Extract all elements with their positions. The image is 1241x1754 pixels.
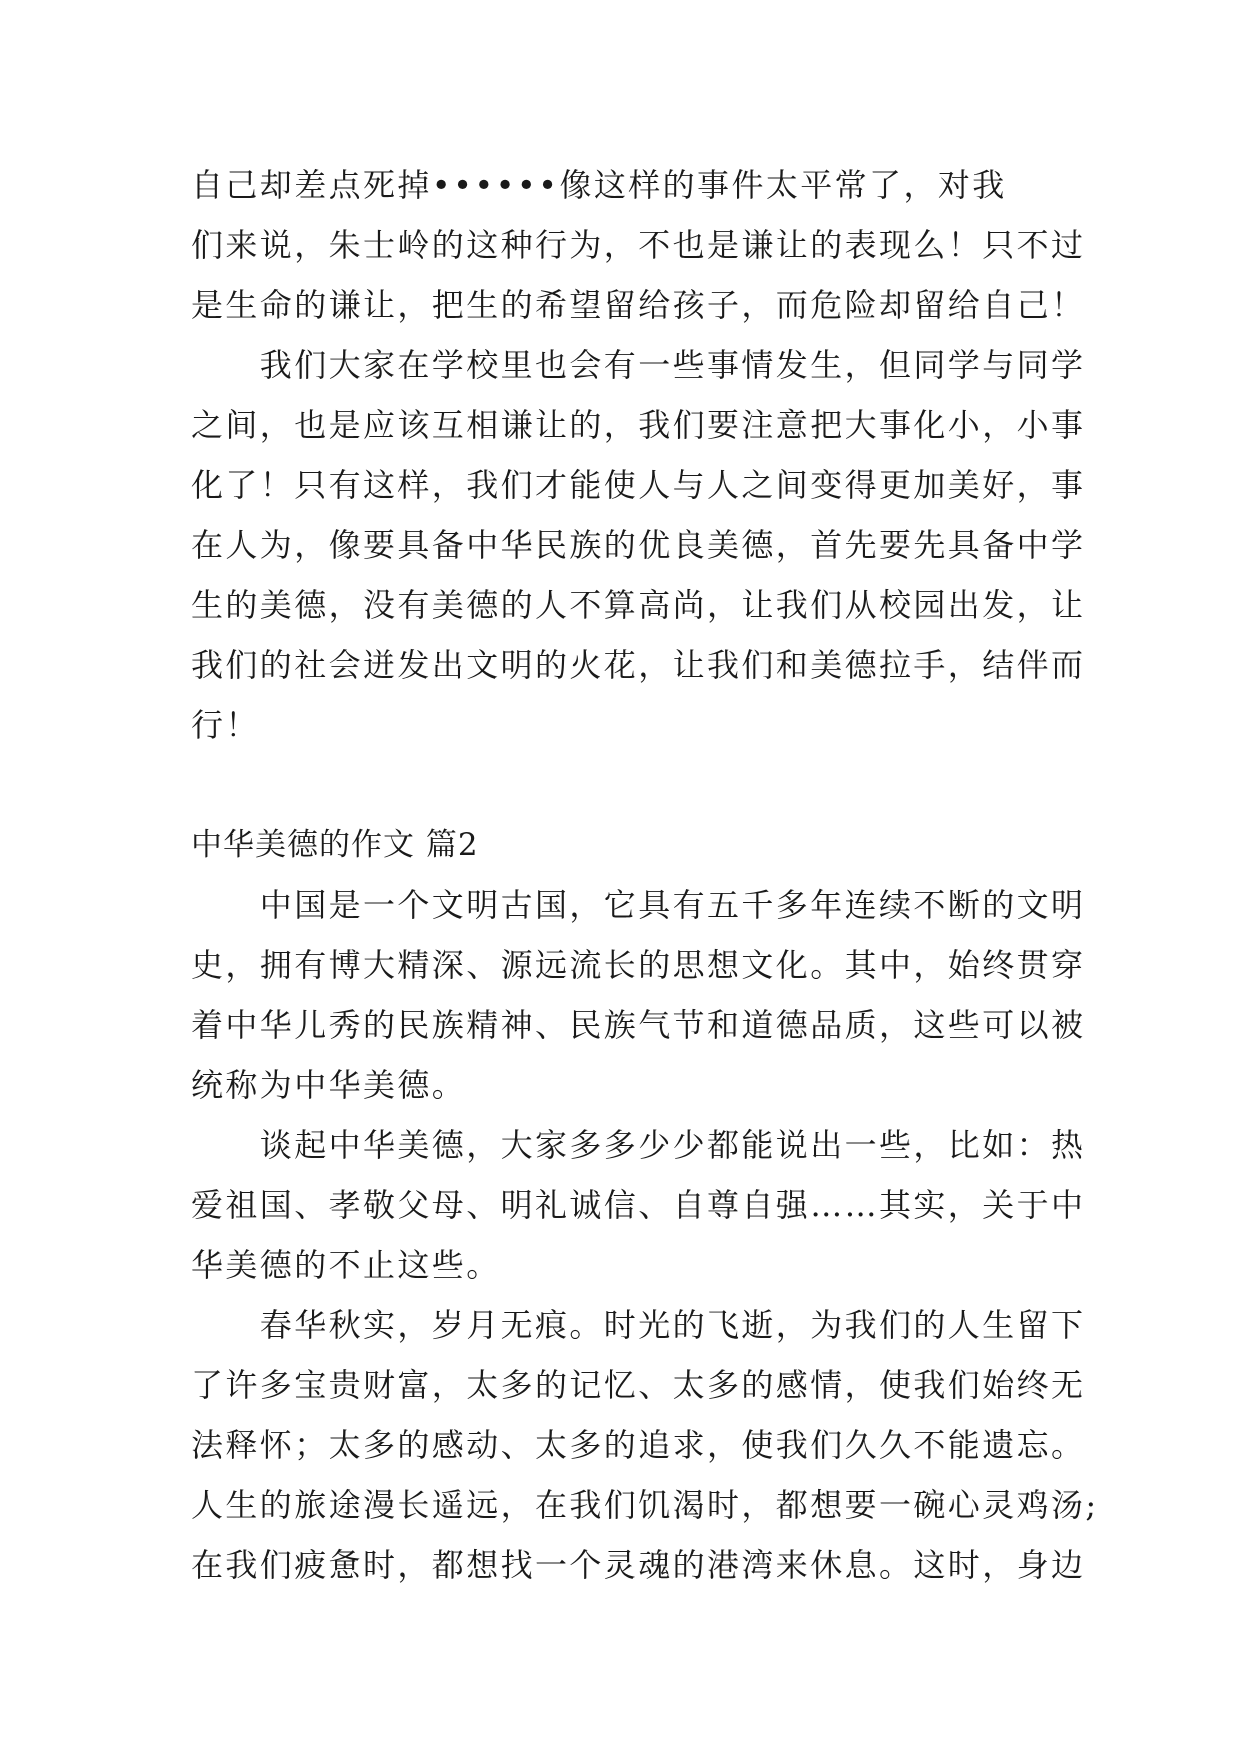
text-line: 行！ xyxy=(191,706,260,744)
section-heading: 中华美德的作文 篇2 xyxy=(191,827,479,863)
text-line: 人生的旅途漫长遥远，在我们饥渴时，都想要一碗心灵鸡汤; xyxy=(191,1486,1099,1524)
text-line: 之间，也是应该互相谦让的，我们要注意把大事化小，小事 xyxy=(191,406,1086,444)
text-line: 法释怀；太多的感动、太多的追求，使我们久久不能遗忘。 xyxy=(191,1426,1086,1464)
text-line: 我们的社会迸发出文明的火花，让我们和美德拉手，结伴而 xyxy=(191,646,1086,684)
text-line: 春华秋实，岁月无痕。时光的飞逝，为我们的人生留下 xyxy=(191,1306,1086,1344)
text-line: 了许多宝贵财富，太多的记忆、太多的感情，使我们始终无 xyxy=(191,1366,1086,1404)
section-spacer xyxy=(191,755,1071,815)
text-line: 自己却差点死掉••••••像这样的事件太平常了，对我 xyxy=(191,166,1007,204)
essay-section-2 xyxy=(191,815,1099,1595)
text-line: 化了！只有这样，我们才能使人与人之间变得更加美好，事 xyxy=(191,466,1086,504)
text-line: 我们大家在学校里也会有一些事情发生，但同学与同学 xyxy=(191,346,1086,384)
text-line: 是生命的谦让，把生的希望留给孩子，而危险却留给自己！ xyxy=(191,286,1086,324)
text-line: 统称为中华美德。 xyxy=(191,1066,467,1104)
text-line: 中国是一个文明古国，它具有五千多年连续不断的文明 xyxy=(191,886,1086,924)
text-line: 谈起中华美德，大家多多少少都能说出一些，比如：热 xyxy=(191,1126,1086,1164)
text-line: 着中华儿秀的民族精神、民族气节和道德品质，这些可以被 xyxy=(191,1006,1086,1044)
text-line: 生的美德，没有美德的人不算高尚，让我们从校园出发，让 xyxy=(191,586,1086,624)
document-body xyxy=(191,155,1099,1595)
text-line: 华美德的不止这些。 xyxy=(191,1246,501,1284)
essay-section-1 xyxy=(191,155,1086,755)
text-line: 在我们疲惫时，都想找一个灵魂的港湾来休息。这时，身边 xyxy=(191,1546,1086,1584)
text-line: 史，拥有博大精深、源远流长的思想文化。其中，始终贯穿 xyxy=(191,946,1086,984)
text-line: 在人为，像要具备中华民族的优良美德，首先要先具备中学 xyxy=(191,526,1086,564)
text-line: 们来说，朱士岭的这种行为，不也是谦让的表现么！只不过 xyxy=(191,226,1086,264)
text-line: 爱祖国、孝敬父母、明礼诚信、自尊自强……其实，关于中 xyxy=(191,1186,1086,1224)
